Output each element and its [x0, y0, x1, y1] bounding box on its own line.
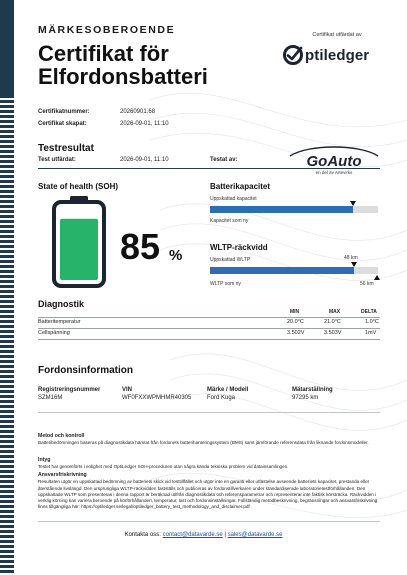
goauto-logo-text: GoAuto	[306, 153, 362, 170]
issuer-block	[282, 32, 392, 66]
document-header	[38, 24, 208, 88]
test-issued-value: 2026-09-01, 11:10	[120, 157, 169, 163]
brand-kicker: MÄRKESOBEROENDE	[38, 24, 176, 36]
left-stripe-band	[0, 0, 14, 575]
wltp-bar-fill	[210, 267, 354, 274]
make-label: Märke / Modell	[207, 387, 249, 393]
test-result-title: Testresultat	[38, 143, 94, 154]
diag-row-min: 20.0°C	[287, 319, 304, 325]
odometer-label: Mätarställning	[292, 387, 333, 393]
liability-title: Ansvarsfriskrivning	[38, 472, 87, 478]
diagnostics-title: Diagnostik	[38, 299, 85, 309]
diag-header-delta: DELTA	[361, 309, 377, 315]
integrity-text: Testet har genomförts i enlighet med OptiLedger SOH-proceduren utan några kända tekniska problem vid datainsamlingen.	[38, 464, 289, 470]
integrity-note	[38, 457, 383, 471]
diag-header-min: MIN	[290, 309, 300, 315]
contact-email-link[interactable]: contact@datavarde.se	[162, 532, 223, 538]
certificate-number-label: Certifikatnummer:	[38, 109, 90, 115]
capacity-title: Batterikapacitet	[210, 182, 271, 191]
make-value: Ford Kuga	[207, 395, 236, 401]
battery-charge-fill	[60, 219, 98, 280]
optiledger-logo-text: ptiledger	[305, 46, 370, 64]
diag-row-name: Cellspänning	[38, 330, 70, 336]
soh-unit: %	[169, 247, 183, 264]
certificate-number-value: 20260901.68	[120, 109, 156, 115]
vehicle-make	[207, 387, 248, 401]
capacity-bar-fill	[210, 206, 353, 213]
wltp-actual-value: 56 km	[360, 281, 374, 287]
tested-by-label: Testat av:	[210, 157, 238, 163]
vehicle-title: Fordonsinformation	[38, 365, 133, 376]
method-note	[38, 433, 383, 447]
diag-row-delta: 1.0°C	[365, 319, 379, 325]
goauto-logo	[288, 146, 380, 176]
vehicle-reg	[38, 387, 100, 401]
soh-value: 85	[120, 226, 161, 267]
vin-value: WF0FXXWPMHMR40305	[122, 395, 192, 401]
vin-label: VIN	[122, 387, 133, 393]
test-issued-row	[38, 157, 169, 163]
certificate-created-label: Certifikat skapat:	[38, 121, 87, 127]
sales-email-link[interactable]: sales@datavarde.se	[227, 532, 283, 538]
reg-value: SZM16M	[38, 395, 63, 401]
odometer-value: 97295 km	[292, 395, 319, 401]
integrity-title: Intyg	[38, 457, 51, 463]
reg-label: Registreringsnummer	[38, 387, 101, 393]
divider-vehicle	[38, 412, 380, 413]
vehicle-odometer	[292, 387, 333, 401]
method-title: Metod och kontroll	[38, 433, 85, 439]
diag-row-name: Batteritemperatur	[38, 319, 81, 325]
diag-row-delta: 1mV	[365, 330, 377, 336]
diag-header-max: MAX	[329, 309, 341, 315]
issuer-caption: Certifikat utfärdat av	[312, 32, 362, 38]
wltp-end-marker	[374, 275, 380, 280]
diag-row-max: 3.503V	[324, 330, 342, 336]
certificate-created-value: 2026-09-01, 11:10	[120, 121, 169, 127]
optiledger-ring-check-icon	[282, 44, 304, 66]
contact-footer	[0, 532, 407, 538]
capacity-actual-label: Kapacitet som ny	[210, 218, 249, 224]
goauto-tagline: en del av Artevirks	[315, 170, 353, 175]
wltp-expected-label: Uppskattad WLTP	[210, 257, 251, 263]
wltp-title: WLTP-räckvidd	[210, 243, 268, 252]
wltp-actual-label: WLTP som ny	[210, 281, 241, 287]
wltp-expected-value: 48 km	[344, 255, 358, 261]
capacity-bar-track	[210, 206, 378, 213]
certificate-created-row	[38, 121, 169, 127]
capacity-expected-label: Uppskattad kapacitet	[210, 196, 257, 202]
test-issued-label: Test utfärdat:	[38, 157, 76, 163]
document-title: Certifikat för Elfordonsbatteri	[38, 41, 208, 89]
contact-prefix: Kontakta oss:	[124, 532, 161, 538]
tested-by-row	[210, 157, 238, 163]
wltp-bar-track	[210, 267, 378, 274]
diag-row-max: 21.0°C	[324, 319, 341, 325]
divider-footer	[38, 521, 380, 522]
battery-icon	[52, 196, 106, 288]
diag-row-min: 3.502V	[287, 330, 305, 336]
liability-note	[38, 472, 383, 511]
certificate-number-row	[38, 109, 155, 115]
liability-text: Resultaten utgör en uppskattad bedömning av batteriets skick vid testtillfället och utgör inte en garanti eller utfästelse avseende batteriets kapacitet, prestanda eller återstående livslängd. Den ursprungliga WLTP-räckvidden fastställs och publiceras av fordonstillverkaren under standardiserade laboratorietestförhållanden. Den uppskattade WLTP som presenteras i denna rapport är beräknad utifrån diagnostikdata och referensparametrar och representerar inte faktisk körsträcka. Räckvidden i verklig körning kan variera beroende på körförhållanden, temperatur, last och fordonsinställningar. Fullständig metodbeskrivning, begränsningar och ansvarsfriskrivning finns tillgängliga här: https://optiledger.se/legal/optiledger_battery_test_methodology_and_disclaimer.pdf	[38, 479, 378, 510]
method-text: Batteribedömningen baseras på diagnostikdata hämtat från fordonets batterihanteringssystem (BMS) samt jämförande referensdata från liknande fordonsmodeller.	[38, 440, 369, 446]
contact-separator: |	[224, 532, 226, 538]
soh-title: State of health (SOH)	[38, 182, 119, 191]
optiledger-logo	[282, 44, 392, 66]
vehicle-vin	[122, 387, 191, 401]
